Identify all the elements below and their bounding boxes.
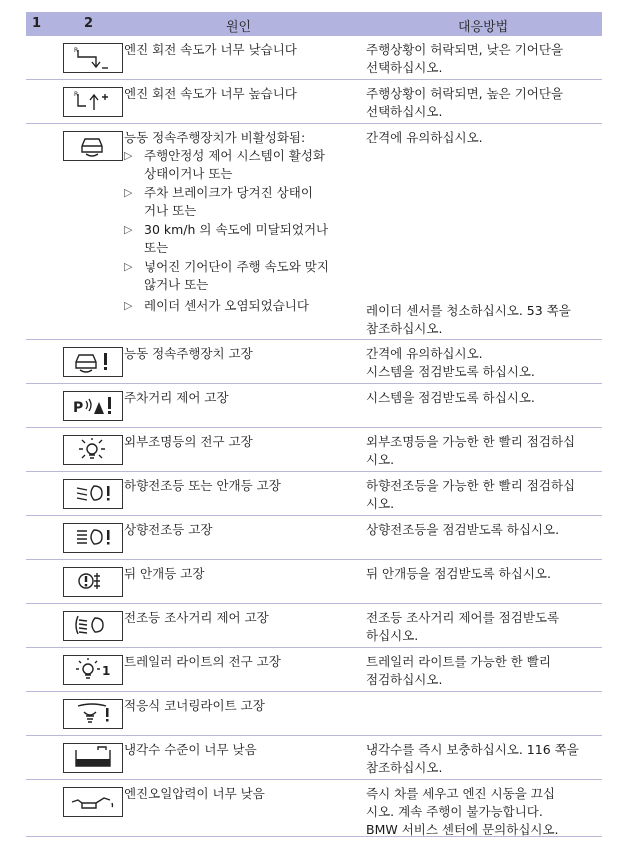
action-text — [366, 785, 602, 839]
high-beam-icon — [63, 523, 123, 553]
action-text — [366, 609, 602, 645]
action-line: 시스템을 점검받도록 하십시오. — [366, 390, 535, 405]
triangle-bullet-icon: ▷ — [124, 223, 133, 236]
cause-text: 능동 정속주행장치 고장 — [124, 346, 253, 361]
action-line: 선택하십시오. — [366, 104, 443, 119]
action-text — [366, 389, 602, 407]
action-text — [366, 129, 602, 147]
cause-text: 뒤 안개등 고장 — [124, 566, 205, 581]
table-header — [26, 12, 602, 36]
action-line: 레이더 센서를 청소하십시오. 53 쪽을 — [366, 303, 571, 318]
exterior-bulb-icon — [63, 435, 123, 465]
triangle-bullet-icon: ▷ — [124, 186, 133, 199]
cornering-light-icon — [63, 699, 123, 729]
svg-text:R: R — [74, 91, 79, 98]
action-text — [366, 565, 602, 583]
trailer-bulb-icon — [63, 655, 123, 685]
cause-text: 엔진 회전 속도가 너무 높습니다 — [124, 86, 297, 101]
action-line: 즉시 차를 세우고 엔진 시동을 끄십 — [366, 786, 555, 801]
table-row — [26, 472, 602, 516]
bullet-line: 않거나 또는 — [144, 277, 209, 292]
table-row — [26, 516, 602, 560]
action-line: 시오. — [366, 496, 395, 511]
action-line: 참조하십시오. — [366, 760, 443, 775]
action-line: 외부조명등을 가능한 한 빨리 점검하십 — [366, 434, 576, 449]
action-text — [366, 41, 602, 77]
triangle-bullet-icon: ▷ — [124, 299, 133, 312]
table-row — [26, 124, 602, 340]
bullet-line: 레이더 센서가 오염되었습니다 — [144, 298, 309, 313]
bullet-line: 주행안정성 제어 시스템이 활성화 — [144, 148, 325, 163]
table-row — [26, 604, 602, 648]
rear-fog-icon — [63, 567, 123, 597]
table-row — [26, 80, 602, 124]
svg-text:P: P — [73, 400, 84, 416]
action-line: 시오. — [366, 452, 395, 467]
table-row — [26, 340, 602, 384]
cruise-control-icon — [63, 131, 123, 161]
action-line: 간격에 유의하십시오. — [366, 130, 483, 145]
warning-table — [26, 12, 602, 837]
gear-high-icon — [63, 87, 123, 117]
cause-text: 적응식 코너링라이트 고장 — [124, 698, 265, 713]
cause-text: 외부조명등의 전구 고장 — [124, 434, 253, 449]
table-row — [26, 780, 602, 837]
action-text — [366, 741, 602, 777]
action-line: 상향전조등을 점검받도록 하십시오. — [366, 522, 560, 537]
cause-text: 능동 정속주행장치가 비활성화됨: — [124, 130, 306, 145]
table-row — [26, 428, 602, 472]
bullet-line: 상태이거나 또는 — [144, 166, 233, 181]
cruise-control-fault-icon — [63, 347, 123, 377]
cause-text: 주차거리 제어 고장 — [124, 390, 229, 405]
gear-low-icon — [63, 43, 123, 73]
cause-text: 엔진 회전 속도가 너무 낮습니다 — [124, 42, 297, 57]
header-action: 대응방법 — [458, 20, 509, 35]
table-row — [26, 736, 602, 780]
bullet-action-text — [366, 302, 602, 338]
action-line: 주행상황이 허락되면, 높은 기어단을 — [366, 86, 564, 101]
action-line: 전조등 조사거리 제어를 점검받도록 — [366, 610, 560, 625]
triangle-bullet-icon: ▷ — [124, 260, 133, 273]
header-col1: 1 — [32, 16, 42, 31]
action-line: 하십시오. — [366, 628, 419, 643]
bullet-line: 또는 — [144, 240, 169, 255]
bullet-line: 주차 브레이크가 당겨진 상태이 — [144, 185, 313, 200]
triangle-bullet-icon: ▷ — [124, 149, 133, 162]
action-line: 시스템을 점검받도록 하십시오. — [366, 364, 535, 379]
action-line: 선택하십시오. — [366, 60, 443, 75]
action-text — [366, 345, 602, 381]
park-distance-fault-icon — [63, 391, 123, 421]
cause-text: 트레일러 라이트의 전구 고장 — [124, 654, 281, 669]
action-line: 뒤 안개등을 점검받도록 하십시오. — [366, 566, 551, 581]
action-text — [366, 85, 602, 121]
low-beam-fog-icon — [63, 479, 123, 509]
cause-text: 전조등 조사거리 제어 고장 — [124, 610, 269, 625]
bullet-line: 30 km/h 의 속도에 미달되었거나 — [144, 222, 329, 237]
action-line: 점검하십시오. — [366, 672, 443, 687]
table-row — [26, 648, 602, 692]
action-text — [366, 433, 602, 469]
action-text — [366, 653, 602, 689]
table-row — [26, 36, 602, 80]
header-cause: 원인 — [226, 20, 252, 35]
svg-text:R: R — [74, 47, 79, 54]
bullet-line: 넣어진 기어단이 주행 속도와 맞지 — [144, 259, 329, 274]
action-line: 간격에 유의하십시오. — [366, 346, 483, 361]
cause-text: 상향전조등 고장 — [124, 522, 213, 537]
svg-text:1: 1 — [102, 664, 111, 678]
table-row — [26, 692, 602, 736]
header-col2: 2 — [84, 16, 94, 31]
cause-text: 하향전조등 또는 안개등 고장 — [124, 478, 281, 493]
action-line: 참조하십시오. — [366, 321, 443, 336]
cause-text: 엔진오일압력이 너무 낮음 — [124, 786, 265, 801]
action-line: 하향전조등을 가능한 한 빨리 점검하십 — [366, 478, 576, 493]
action-text — [366, 477, 602, 513]
headlight-range-icon — [63, 611, 123, 641]
action-text — [366, 521, 602, 539]
action-line: 시오. 계속 주행이 불가능합니다. — [366, 804, 543, 819]
bullet-line: 거나 또는 — [144, 203, 197, 218]
action-line: BMW 서비스 센터에 문의하십시오. — [366, 822, 559, 837]
oil-pressure-icon — [63, 787, 123, 817]
action-line: 트레일러 라이트를 가능한 한 빨리 — [366, 654, 551, 669]
table-row — [26, 384, 602, 428]
action-line: 냉각수를 즉시 보충하십시오. 116 쪽을 — [366, 742, 579, 757]
table-row — [26, 560, 602, 604]
cause-text: 냉각수 수준이 너무 낮음 — [124, 742, 257, 757]
action-line: 주행상황이 허락되면, 낮은 기어단을 — [366, 42, 564, 57]
coolant-level-icon — [63, 743, 123, 773]
